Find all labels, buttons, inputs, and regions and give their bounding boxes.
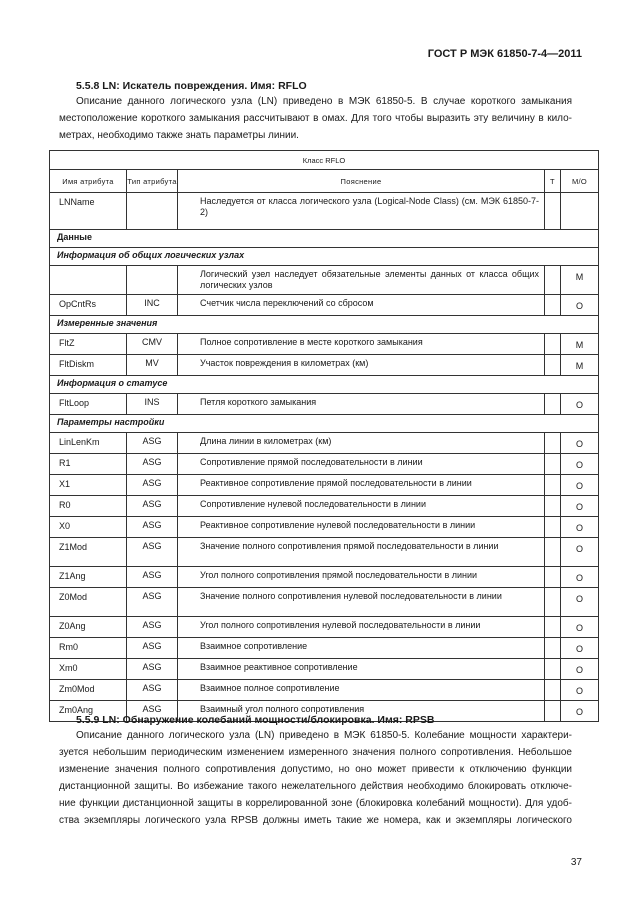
description-cell: Взаимное реактивное сопротивление (178, 659, 545, 680)
mo-cell: O (561, 588, 599, 617)
attr-type-cell (127, 266, 178, 295)
attr-name-cell: OpCntRs (50, 295, 127, 316)
description-cell: Сопротивление прямой последовательности в линии (178, 454, 545, 475)
mo-cell: O (561, 659, 599, 680)
table-row (50, 266, 599, 295)
attr-name-cell: Zm0Ang (50, 701, 127, 722)
attr-name-cell (50, 266, 127, 295)
attr-name-cell: X0 (50, 517, 127, 538)
mo-cell: O (561, 701, 599, 722)
attr-name-cell: LNName (50, 193, 127, 230)
paragraph-line: зуется небольшим периодическим изменением измеренного значения полного сопротивления. Небольшое (59, 747, 572, 758)
description-cell: Петля короткого замыкания (178, 394, 545, 415)
table-row (50, 517, 599, 538)
description-cell: Участок повреждения в километрах (км) (178, 355, 545, 376)
mo-cell: O (561, 475, 599, 496)
table-row (50, 496, 599, 517)
paragraph-line: Описание данного логического узла (LN) приведено в МЭК 61850-5. В случае короткого замыкания (76, 96, 572, 107)
attr-type-cell: ASG (127, 659, 178, 680)
t-cell (545, 617, 561, 638)
attr-type-cell: ASG (127, 680, 178, 701)
paragraph-line: местоположение короткого замыкания рассчитывают в омах. Для того чтобы выразить эту величину в кило- (59, 113, 572, 124)
section-label: Параметры настройки (50, 415, 599, 433)
attr-name-cell: Zm0Mod (50, 680, 127, 701)
table-row (50, 638, 599, 659)
mo-cell: O (561, 638, 599, 659)
section-label: Данные (50, 230, 599, 248)
t-cell (545, 659, 561, 680)
t-cell (545, 538, 561, 567)
table-section-row (50, 230, 599, 248)
attr-type-cell: INS (127, 394, 178, 415)
description-cell: Счетчик числа переключений со сбросом (178, 295, 545, 316)
description-cell: Полное сопротивление в месте короткого замыкания (178, 334, 545, 355)
mo-cell: O (561, 617, 599, 638)
paragraph-line: дистанционной защиты. Во избежание такого нежелательного действия необходимо блокировать отключе- (59, 781, 572, 792)
table-row (50, 538, 599, 567)
t-cell (545, 567, 561, 588)
attr-name-cell: X1 (50, 475, 127, 496)
t-cell (545, 496, 561, 517)
mo-cell: O (561, 394, 599, 415)
mo-cell: O (561, 295, 599, 316)
paragraph-line: метрах, необходимо также знать параметры линии. (59, 130, 299, 141)
description-cell: Взаимное сопротивление (178, 638, 545, 659)
attr-type-cell: ASG (127, 517, 178, 538)
attr-type-cell: ASG (127, 567, 178, 588)
t-cell (545, 295, 561, 316)
table-row (50, 433, 599, 454)
t-cell (545, 517, 561, 538)
mo-cell: O (561, 517, 599, 538)
table-row (50, 334, 599, 355)
paragraph-line: изменение значения полного сопротивления допустимо, но оно может привести к отключению функции (59, 764, 572, 775)
description-cell: Реактивное сопротивление прямой последовательности в линии (178, 475, 545, 496)
mo-cell: M (561, 266, 599, 295)
col-header-name: Имя атрибута (50, 170, 127, 193)
table-row (50, 567, 599, 588)
t-cell (545, 266, 561, 295)
t-cell (545, 355, 561, 376)
table-row (50, 295, 599, 316)
attr-type-cell: ASG (127, 617, 178, 638)
attr-type-cell: ASG (127, 433, 178, 454)
attr-type-cell: ASG (127, 701, 178, 722)
mo-cell: M (561, 334, 599, 355)
description-cell: Наследуется от класса логического узла (Logical-Node Class) (см. МЭК 61850-7-2) (178, 193, 545, 230)
t-cell (545, 701, 561, 722)
description-cell: Значение полного сопротивления прямой последовательности в линии (178, 538, 545, 567)
col-header-type: Тип атрибута (127, 170, 178, 193)
col-header-mo: М/О (561, 170, 599, 193)
page-number: 37 (570, 857, 582, 868)
t-cell (545, 638, 561, 659)
section-label: Информация об общих логических узлах (50, 248, 599, 266)
attr-name-cell: Xm0 (50, 659, 127, 680)
attr-name-cell: Z1Ang (50, 567, 127, 588)
description-cell: Длина линии в километрах (км) (178, 433, 545, 454)
mo-cell: O (561, 538, 599, 567)
section-paragraph-rflo (59, 93, 572, 144)
section-heading-rpsb: 5.5.9 LN: Обнаружение колебаний мощности/блокировка. Имя: RPSB (76, 714, 435, 726)
t-cell (545, 334, 561, 355)
attr-type-cell: MV (127, 355, 178, 376)
standard-header: ГОСТ Р МЭК 61850-7-4—2011 (427, 48, 582, 60)
t-cell (545, 454, 561, 475)
description-cell: Значение полного сопротивления нулевой последовательности в линии (178, 588, 545, 617)
attr-name-cell: Z0Mod (50, 588, 127, 617)
description-cell: Сопротивление нулевой последовательности в линии (178, 496, 545, 517)
t-cell (545, 588, 561, 617)
attr-type-cell: ASG (127, 538, 178, 567)
table-caption: Класс RFLO (50, 151, 599, 170)
mo-cell: O (561, 567, 599, 588)
table-row (50, 394, 599, 415)
attr-name-cell: FltDiskm (50, 355, 127, 376)
table-section-row (50, 316, 599, 334)
mo-cell: M (561, 355, 599, 376)
description-cell: Реактивное сопротивление нулевой последовательности в линии (178, 517, 545, 538)
table-row (50, 193, 599, 230)
section-heading-rflo: 5.5.8 LN: Искатель повреждения. Имя: RFLO (76, 80, 307, 92)
description-cell: Взаимное полное сопротивление (178, 680, 545, 701)
attr-name-cell: Z0Ang (50, 617, 127, 638)
t-cell (545, 394, 561, 415)
section-label: Информация о статусе (50, 376, 599, 394)
attr-type-cell: ASG (127, 475, 178, 496)
t-cell (545, 680, 561, 701)
table-row (50, 475, 599, 496)
attr-type-cell: ASG (127, 588, 178, 617)
col-header-t: T (545, 170, 561, 193)
attr-name-cell: R1 (50, 454, 127, 475)
description-cell: Угол полного сопротивления прямой последовательности в линии (178, 567, 545, 588)
paragraph-line: ства экземпляры логического узла RPSB должны иметь такие же номера, как и экземпляры логического (59, 815, 572, 826)
table-row (50, 588, 599, 617)
attr-name-cell: Rm0 (50, 638, 127, 659)
table-row (50, 454, 599, 475)
attr-name-cell: FltLoop (50, 394, 127, 415)
attr-name-cell: Z1Mod (50, 538, 127, 567)
section-label: Измеренные значения (50, 316, 599, 334)
mo-cell: O (561, 496, 599, 517)
attr-type-cell (127, 193, 178, 230)
mo-cell: O (561, 454, 599, 475)
table-section-row (50, 376, 599, 394)
table-row (50, 617, 599, 638)
t-cell (545, 475, 561, 496)
table-section-row (50, 248, 599, 266)
t-cell (545, 193, 561, 230)
description-cell: Взаимный угол полного сопротивления (178, 701, 545, 722)
description-cell: Угол полного сопротивления нулевой последовательности в линии (178, 617, 545, 638)
table-row (50, 355, 599, 376)
rflo-class-table (49, 150, 599, 722)
table-section-row (50, 415, 599, 433)
col-header-desc: Пояснение (178, 170, 545, 193)
paragraph-line: Описание данного логического узла (LN) приведено в МЭК 61850-5. Колебание мощности характери- (76, 730, 572, 741)
attr-type-cell: ASG (127, 454, 178, 475)
attr-type-cell: CMV (127, 334, 178, 355)
attr-name-cell: FltZ (50, 334, 127, 355)
attr-type-cell: ASG (127, 638, 178, 659)
mo-cell: O (561, 680, 599, 701)
t-cell (545, 433, 561, 454)
table-row (50, 680, 599, 701)
description-cell: Логический узел наследует обязательные элементы данных от класса общих логических узлов (178, 266, 545, 295)
attr-type-cell: ASG (127, 496, 178, 517)
section-paragraph-rpsb (59, 727, 572, 829)
table-row (50, 659, 599, 680)
mo-cell (561, 193, 599, 230)
attr-name-cell: R0 (50, 496, 127, 517)
paragraph-line: ние функции дистанционной защиты в коррелированной зоне (блокировка колебаний мощности). Для удоб- (59, 798, 572, 809)
mo-cell: O (561, 433, 599, 454)
attr-type-cell: INC (127, 295, 178, 316)
attr-name-cell: LinLenKm (50, 433, 127, 454)
